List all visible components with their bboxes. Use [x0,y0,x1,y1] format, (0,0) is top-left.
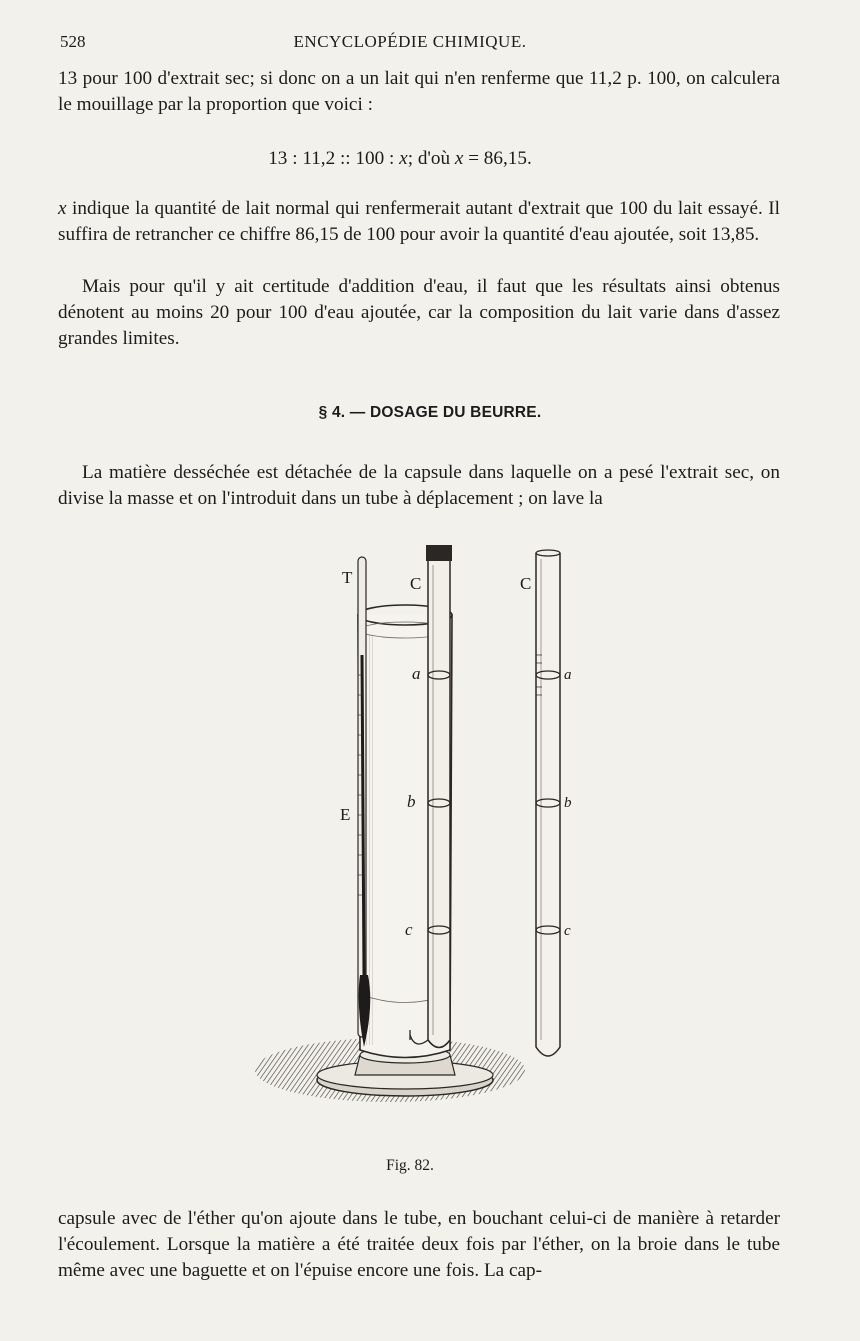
label-b-right: b [564,795,572,811]
label-a-right: a [564,667,572,683]
label-b-left: b [407,792,416,811]
label-C-right: C [520,574,532,593]
label-a-left: a [412,664,421,683]
label-C-left: C [410,574,422,593]
formula-var-1: x [399,148,408,169]
formula-var-2: x [454,148,464,169]
paragraph-5: capsule avec de l'éther qu'on ajoute dans le tube, en bouchant celui-ci de manière à retarder l'écoulement. Lorsque la matière a été traitée deux fois par l'éther, on la broie dans le tube même avec une baguette et on l'épuise encore une fois. La cap- [58,1208,780,1281]
page-header [60,32,760,56]
label-c-right: c [564,923,571,939]
section-title: § 4. — DOSAGE DU BEURRE. [318,404,542,421]
figure-82 [240,535,572,1110]
formula-rhs: = 86,15. [463,148,532,169]
label-T: T [342,568,353,587]
label-E: E [340,805,351,824]
formula [0,146,800,172]
paragraph-2-var: x [58,198,67,219]
paragraph-1: 13 pour 100 d'extrait sec; si donc on a un lait qui n'en renferme que 11,2 p. 100, on calculera le mouillage par la proportion que voici : [58,68,780,115]
figure-caption: Fig. 82. [386,1157,434,1174]
label-c-left: c [405,920,413,939]
paragraph-2 [58,196,780,248]
formula-mid: ; d'où [407,148,455,169]
page-number: 528 [60,32,86,51]
paragraph-4: La matière desséchée est détachée de la capsule dans laquelle on a pesé l'extrait sec, on divise la masse et on l'introduit dans un tube à déplacement ; on lave la [58,462,780,509]
paragraph-2-text: indique la quantité de lait normal qui renfermerait autant d'extrait que 100 du lait essayé. Il suffira de retrancher ce chiffre 86,15 de 100 pour avoir la quantité d'eau ajoutée, soit 13,85. [58,198,780,245]
running-title: ENCYCLOPÉDIE CHIMIQUE. [293,32,527,51]
paragraph-3: Mais pour qu'il y ait certitude d'addition d'eau, il faut que les résultats ainsi obtenus dénotent au moins 20 pour 100 d'eau ajoutée, car la composition du lait varie dans d'assez grandes limites. [58,276,780,349]
formula-lhs: 13 : 11,2 :: 100 : [268,148,400,169]
tube-C-separate [536,550,560,1056]
figure-illustration [240,535,572,1110]
